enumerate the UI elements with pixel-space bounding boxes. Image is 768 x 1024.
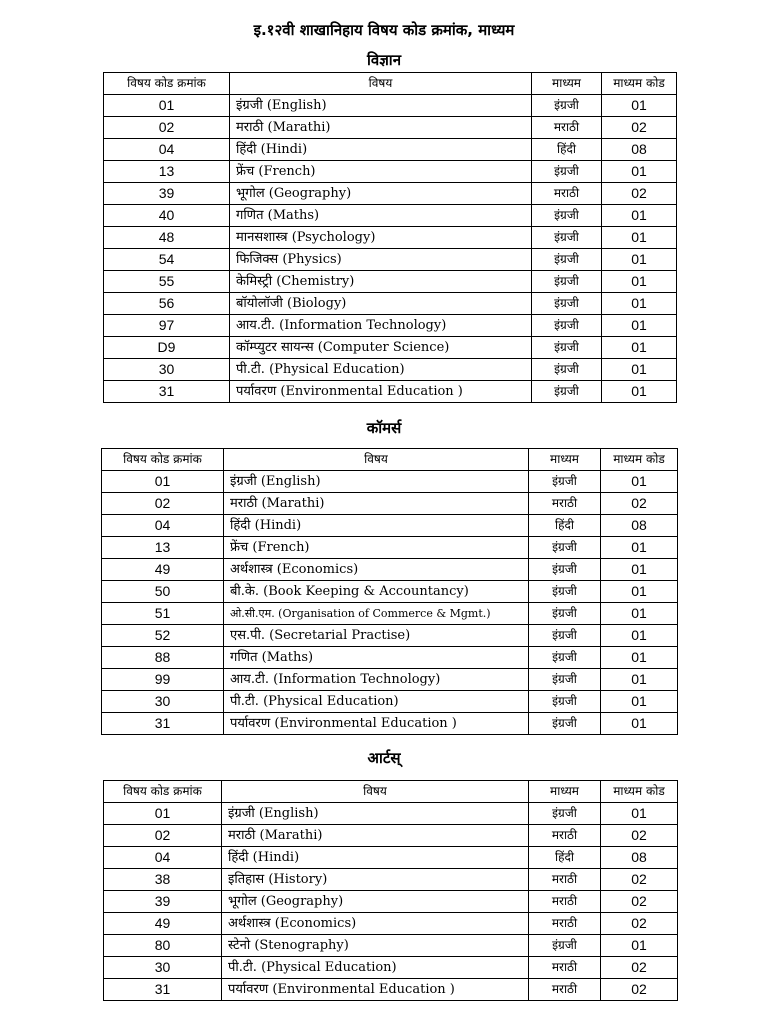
- subject-name-cell: मानसशास्त्र (Psychology): [230, 227, 532, 249]
- medium-code-cell: 01: [602, 359, 677, 381]
- subject-name-cell: इंग्रजी (English): [224, 471, 529, 493]
- table-row: [104, 117, 677, 139]
- section-title-commerce: कॉमर्स: [366, 419, 402, 437]
- subject-code-cell: 49: [104, 913, 222, 935]
- medium-cell: हिंदी: [532, 139, 602, 161]
- medium-code-cell: 01: [602, 227, 677, 249]
- subject-name-cell: मराठी (Marathi): [224, 493, 529, 515]
- medium-code-cell: 01: [602, 95, 677, 117]
- subject-code-cell: 50: [102, 581, 224, 603]
- table-row: [104, 913, 678, 935]
- medium-code-cell: 02: [601, 825, 678, 847]
- subject-name-cell: गणित (Maths): [230, 205, 532, 227]
- subject-code-cell: 52: [102, 625, 224, 647]
- table-row: [102, 581, 678, 603]
- subject-code-cell: 13: [104, 161, 230, 183]
- subject-name-cell: पर्यावरण (Environmental Education ): [224, 713, 529, 735]
- subject-code-cell: 48: [104, 227, 230, 249]
- medium-code-cell: 01: [602, 381, 677, 403]
- subject-table-science: [103, 72, 677, 403]
- table-row: [102, 515, 678, 537]
- medium-cell: इंग्रजी: [529, 581, 601, 603]
- subject-code-cell: 01: [104, 803, 222, 825]
- medium-cell: मराठी: [529, 957, 601, 979]
- subject-name-cell: स्टेनो (Stenography): [222, 935, 529, 957]
- table-row: [104, 869, 678, 891]
- medium-cell: इंग्रजी: [532, 337, 602, 359]
- table-row: [102, 471, 678, 493]
- subject-code-cell: 31: [102, 713, 224, 735]
- page-title: इ.१२वी शाखानिहाय विषय कोड क्रमांक, माध्यम: [253, 21, 515, 39]
- table-row: [104, 95, 677, 117]
- medium-cell: इंग्रजी: [529, 803, 601, 825]
- table-row: [102, 603, 678, 625]
- medium-code-cell: 01: [602, 205, 677, 227]
- table-row: [104, 359, 677, 381]
- subject-code-cell: 13: [102, 537, 224, 559]
- col-header-medium-code: माध्यम कोड: [602, 73, 677, 95]
- subject-name-cell: इतिहास (History): [222, 869, 529, 891]
- subject-name-cell: एस.पी. (Secretarial Practise): [224, 625, 529, 647]
- medium-cell: इंग्रजी: [529, 647, 601, 669]
- medium-code-cell: 02: [601, 493, 678, 515]
- medium-cell: मराठी: [529, 869, 601, 891]
- subject-code-cell: 04: [104, 847, 222, 869]
- medium-code-cell: 01: [601, 581, 678, 603]
- medium-cell: इंग्रजी: [532, 381, 602, 403]
- medium-code-cell: 01: [601, 803, 678, 825]
- medium-cell: इंग्रजी: [529, 537, 601, 559]
- subject-name-cell: आय.टी. (Information Technology): [230, 315, 532, 337]
- table-row: [104, 337, 677, 359]
- table-row: [102, 625, 678, 647]
- col-header-medium: माध्यम: [532, 73, 602, 95]
- subject-name-cell: गणित (Maths): [224, 647, 529, 669]
- table-row: [104, 935, 678, 957]
- subject-code-cell: 39: [104, 183, 230, 205]
- medium-code-cell: 02: [601, 869, 678, 891]
- col-header-medium: माध्यम: [529, 781, 601, 803]
- medium-code-cell: 01: [602, 271, 677, 293]
- table-row: [104, 293, 677, 315]
- table-row: [104, 381, 677, 403]
- subject-name-cell: कॉम्प्युटर सायन्स (Computer Science): [230, 337, 532, 359]
- table-row: [104, 183, 677, 205]
- table-row: [104, 847, 678, 869]
- subject-code-cell: 99: [102, 669, 224, 691]
- table-row: [104, 957, 678, 979]
- subject-name-cell: केमिस्ट्री (Chemistry): [230, 271, 532, 293]
- medium-cell: इंग्रजी: [529, 625, 601, 647]
- subject-code-cell: 88: [102, 647, 224, 669]
- subject-name-cell: हिंदी (Hindi): [230, 139, 532, 161]
- col-header-subject: विषय: [222, 781, 529, 803]
- medium-cell: इंग्रजी: [532, 95, 602, 117]
- table-row: [102, 647, 678, 669]
- table-row: [104, 139, 677, 161]
- medium-code-cell: 01: [601, 647, 678, 669]
- medium-code-cell: 01: [602, 293, 677, 315]
- subject-code-cell: 49: [102, 559, 224, 581]
- table-row: [104, 891, 678, 913]
- table-row: [104, 205, 677, 227]
- subject-code-cell: 02: [104, 117, 230, 139]
- subject-name-cell: बी.के. (Book Keeping & Accountancy): [224, 581, 529, 603]
- subject-code-cell: 30: [104, 957, 222, 979]
- medium-cell: इंग्रजी: [529, 691, 601, 713]
- subject-code-cell: 30: [102, 691, 224, 713]
- medium-code-cell: 01: [601, 471, 678, 493]
- col-header-medium-code: माध्यम कोड: [601, 449, 678, 471]
- table-header-row: [104, 781, 678, 803]
- subject-code-cell: 31: [104, 381, 230, 403]
- subject-table-commerce: [101, 448, 678, 735]
- subject-name-cell: फ्रेंच (French): [224, 537, 529, 559]
- medium-code-cell: 08: [602, 139, 677, 161]
- subject-name-cell: पर्यावरण (Environmental Education ): [230, 381, 532, 403]
- medium-cell: मराठी: [529, 891, 601, 913]
- subject-code-cell: 97: [104, 315, 230, 337]
- medium-cell: मराठी: [529, 493, 601, 515]
- medium-cell: मराठी: [529, 913, 601, 935]
- subject-code-cell: 04: [104, 139, 230, 161]
- subject-code-cell: 38: [104, 869, 222, 891]
- medium-cell: इंग्रजी: [529, 935, 601, 957]
- medium-code-cell: 01: [601, 625, 678, 647]
- medium-cell: इंग्रजी: [532, 293, 602, 315]
- table-header-row: [102, 449, 678, 471]
- subject-name-cell: बॉयोलॉजी (Biology): [230, 293, 532, 315]
- subject-code-cell: 01: [102, 471, 224, 493]
- table-row: [104, 227, 677, 249]
- table-row: [104, 979, 678, 1001]
- subject-code-cell: 31: [104, 979, 222, 1001]
- medium-code-cell: 02: [602, 183, 677, 205]
- medium-code-cell: 01: [601, 559, 678, 581]
- medium-cell: मराठी: [532, 117, 602, 139]
- table-row: [104, 803, 678, 825]
- medium-code-cell: 01: [602, 337, 677, 359]
- col-header-subject: विषय: [224, 449, 529, 471]
- col-header-code: विषय कोड क्रमांक: [104, 781, 222, 803]
- medium-code-cell: 01: [602, 161, 677, 183]
- medium-cell: मराठी: [529, 825, 601, 847]
- medium-code-cell: 01: [601, 691, 678, 713]
- medium-code-cell: 02: [601, 891, 678, 913]
- medium-code-cell: 02: [601, 957, 678, 979]
- medium-cell: इंग्रजी: [532, 315, 602, 337]
- subject-name-cell: फ्रेंच (French): [230, 161, 532, 183]
- subject-code-cell: 80: [104, 935, 222, 957]
- subject-name-cell: फिजिक्स (Physics): [230, 249, 532, 271]
- medium-code-cell: 01: [601, 935, 678, 957]
- medium-code-cell: 01: [602, 249, 677, 271]
- medium-code-cell: 01: [602, 315, 677, 337]
- medium-cell: मराठी: [529, 979, 601, 1001]
- subject-name-cell: ओ.सी.एम. (Organisation of Commerce & Mgmt.): [224, 603, 529, 625]
- col-header-medium: माध्यम: [529, 449, 601, 471]
- medium-cell: इंग्रजी: [532, 161, 602, 183]
- medium-cell: इंग्रजी: [532, 227, 602, 249]
- medium-cell: इंग्रजी: [529, 603, 601, 625]
- medium-cell: हिंदी: [529, 515, 601, 537]
- subject-code-cell: 56: [104, 293, 230, 315]
- table-row: [102, 537, 678, 559]
- col-header-medium-code: माध्यम कोड: [601, 781, 678, 803]
- subject-name-cell: हिंदी (Hindi): [224, 515, 529, 537]
- medium-cell: इंग्रजी: [532, 249, 602, 271]
- table-row: [102, 713, 678, 735]
- medium-cell: इंग्रजी: [532, 271, 602, 293]
- subject-name-cell: आय.टी. (Information Technology): [224, 669, 529, 691]
- table-header-row: [104, 73, 677, 95]
- subject-code-cell: 30: [104, 359, 230, 381]
- table-row: [104, 825, 678, 847]
- col-header-code: विषय कोड क्रमांक: [104, 73, 230, 95]
- subject-code-cell: 40: [104, 205, 230, 227]
- table-row: [102, 669, 678, 691]
- subject-name-cell: पी.टी. (Physical Education): [230, 359, 532, 381]
- subject-code-cell: 51: [102, 603, 224, 625]
- medium-cell: इंग्रजी: [529, 713, 601, 735]
- section-title-arts: आर्टस्: [367, 749, 401, 767]
- table-row: [104, 161, 677, 183]
- subject-code-cell: 55: [104, 271, 230, 293]
- table-row: [104, 271, 677, 293]
- medium-code-cell: 02: [602, 117, 677, 139]
- medium-cell: इंग्रजी: [529, 669, 601, 691]
- medium-cell: इंग्रजी: [532, 359, 602, 381]
- medium-code-cell: 08: [601, 515, 678, 537]
- subject-code-cell: 01: [104, 95, 230, 117]
- table-row: [102, 493, 678, 515]
- col-header-subject: विषय: [230, 73, 532, 95]
- subject-code-cell: 54: [104, 249, 230, 271]
- subject-code-cell: 04: [102, 515, 224, 537]
- subject-code-cell: 02: [102, 493, 224, 515]
- medium-code-cell: 01: [601, 713, 678, 735]
- medium-code-cell: 08: [601, 847, 678, 869]
- subject-name-cell: भूगोल (Geography): [222, 891, 529, 913]
- table-row: [102, 691, 678, 713]
- medium-cell: मराठी: [532, 183, 602, 205]
- medium-cell: इंग्रजी: [529, 559, 601, 581]
- medium-code-cell: 01: [601, 603, 678, 625]
- subject-code-cell: D9: [104, 337, 230, 359]
- subject-name-cell: पी.टी. (Physical Education): [222, 957, 529, 979]
- medium-code-cell: 02: [601, 913, 678, 935]
- medium-cell: इंग्रजी: [529, 471, 601, 493]
- subject-name-cell: मराठी (Marathi): [222, 825, 529, 847]
- subject-name-cell: पर्यावरण (Environmental Education ): [222, 979, 529, 1001]
- medium-code-cell: 02: [601, 979, 678, 1001]
- subject-name-cell: अर्थशास्त्र (Economics): [224, 559, 529, 581]
- table-row: [104, 249, 677, 271]
- table-row: [104, 315, 677, 337]
- subject-name-cell: भूगोल (Geography): [230, 183, 532, 205]
- subject-name-cell: इंग्रजी (English): [222, 803, 529, 825]
- medium-code-cell: 01: [601, 669, 678, 691]
- subject-name-cell: इंग्रजी (English): [230, 95, 532, 117]
- table-row: [102, 559, 678, 581]
- subject-name-cell: पी.टी. (Physical Education): [224, 691, 529, 713]
- medium-cell: इंग्रजी: [532, 205, 602, 227]
- subject-table-arts: [103, 780, 678, 1001]
- subject-code-cell: 02: [104, 825, 222, 847]
- medium-code-cell: 01: [601, 537, 678, 559]
- subject-name-cell: अर्थशास्त्र (Economics): [222, 913, 529, 935]
- subject-name-cell: मराठी (Marathi): [230, 117, 532, 139]
- medium-cell: हिंदी: [529, 847, 601, 869]
- col-header-code: विषय कोड क्रमांक: [102, 449, 224, 471]
- subject-code-cell: 39: [104, 891, 222, 913]
- section-title-science: विज्ञान: [366, 51, 402, 69]
- subject-name-cell: हिंदी (Hindi): [222, 847, 529, 869]
